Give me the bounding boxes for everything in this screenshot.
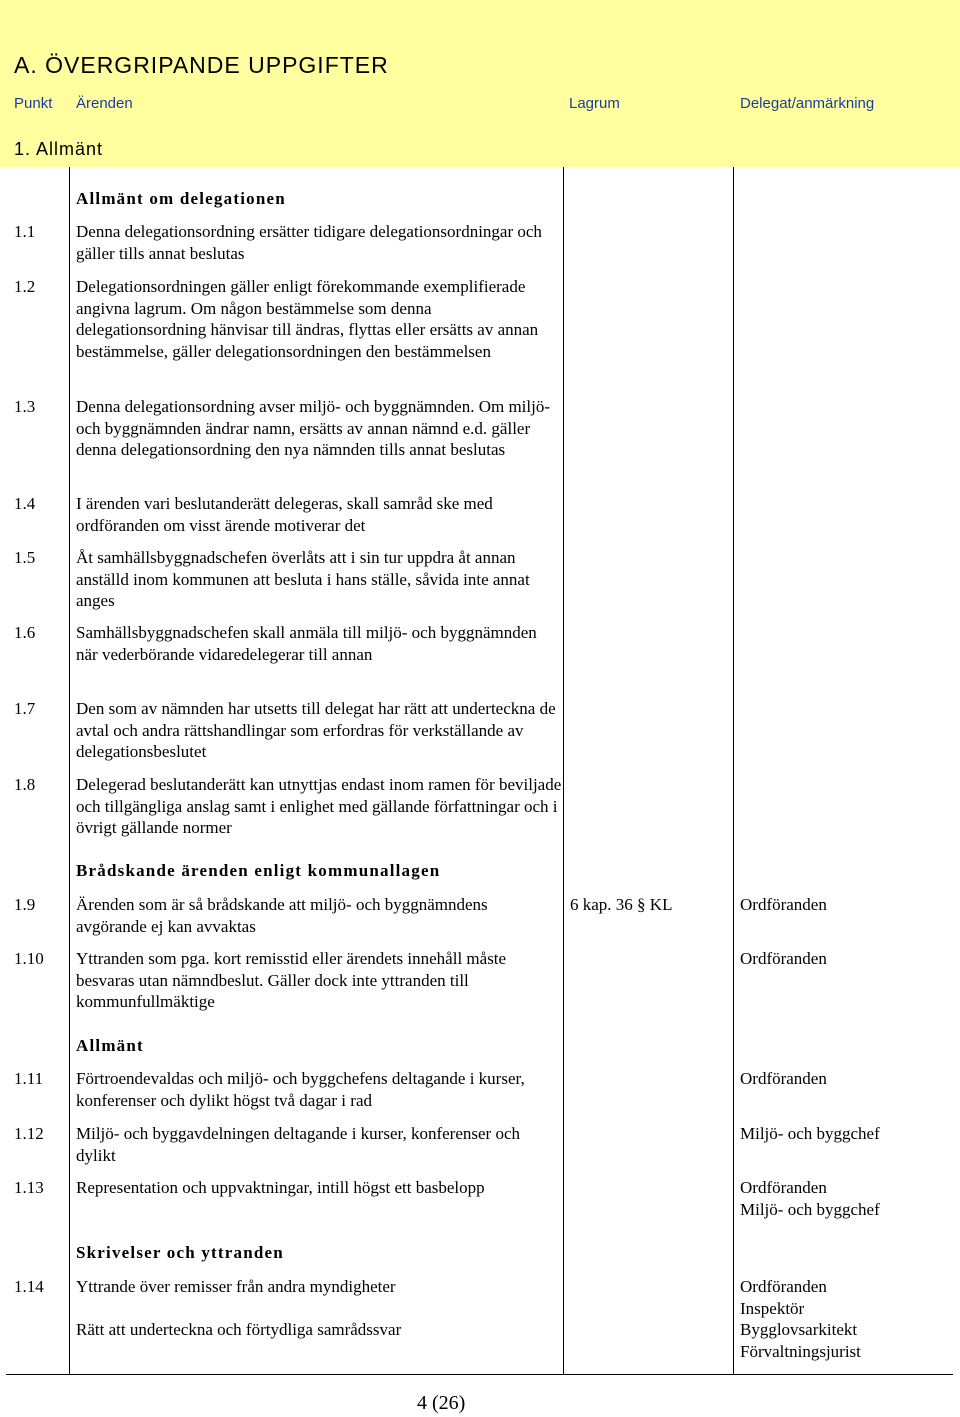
row-text: Yttrande över remisser från andra myndigheter Rätt att underteckna och förtydliga samrådssvar [76,1277,402,1339]
row-number: 1.10 [14,949,44,968]
column-divider [563,167,564,1374]
row-delegat: Ordföranden Miljö- och byggchef [740,1178,880,1219]
row-delegat: Miljö- och byggchef [740,1124,880,1143]
row-text: Samhällsbyggnadschefen skall anmäla till miljö- och byggnämnden när vederbörande vidaredelegerar till annan [76,623,537,664]
row-text: Miljö- och byggavdelningen deltagande i kurser, konferenser och dylikt [76,1124,521,1165]
row-number: 1.8 [14,775,36,794]
row-text: Yttranden som pga. kort remisstid eller ärendets innehåll måste besvaras utan nämndbeslut. Gäller dock inte yttranden till kommunfullmäktige [76,949,507,1011]
column-header-punkt: Punkt [14,95,53,112]
row-text: Ärenden som är så brådskande att miljö- och byggnämndens avgörande ej kan avvaktas [76,895,488,936]
row-delegat: Ordföranden [740,1069,827,1088]
row-text: Den som av nämnden har utsetts till delegat har rätt att underteckna de avtal och andra rättshandlingar som erfordras för verkställande av delegationsbeslutet [76,699,556,761]
row-number: 1.12 [14,1124,44,1143]
row-text: Åt samhällsbyggnadschefen överlåts att i sin tur uppdra åt annan anställd inom kommunen att besluta i hans ställe, såvida inte annat anges [76,548,530,610]
row-text: Delegationsordningen gäller enligt förekommande exemplifierade angivna lagrum. Om någon bestämmelse som denna delegationsordning hänvisar till ändras, flyttas eller ersätts av annan bestämmelse, gäller delegationsordningen den bestämmelsen [76,277,539,361]
row-number: 1.5 [14,548,36,567]
column-divider [69,167,70,1374]
row-text: I ärenden vari beslutanderätt delegeras, skall samråd ske med ordföranden om visst ärende motiverar det [76,494,493,535]
page-title: A. ÖVERGRIPANDE UPPGIFTER [14,52,389,78]
subheading: Allmänt om delegationen [76,189,286,208]
row-number: 1.7 [14,699,36,718]
header-band [0,0,960,167]
row-number: 1.9 [14,895,36,914]
subheading: Allmänt [76,1036,144,1055]
row-delegat: Ordföranden [740,949,827,968]
row-text: Förtroendevaldas och miljö- och byggchefens deltagande i kurser, konferenser och dylikt högst två dagar i rad [76,1069,525,1110]
column-header-delegat: Delegat/anmärkning [740,95,875,112]
row-text: Denna delegationsordning avser miljö- och byggnämnden. Om miljö- och byggnämnden ändrar namn, ersätts av annan nämnd e.d. gäller denna delegationsordning den nya nämnden tills annat beslutas [76,397,551,459]
column-divider [733,167,734,1374]
subheading: Skrivelser och yttranden [76,1243,284,1262]
column-header-arenden: Ärenden [76,95,133,112]
column-header-lagrum: Lagrum [569,95,620,112]
row-number: 1.1 [14,222,36,241]
row-number: 1.3 [14,397,36,416]
section-heading: 1. Allmänt [14,139,104,159]
row-number: 1.2 [14,277,36,296]
row-number: 1.11 [14,1069,44,1088]
row-number: 1.14 [14,1277,44,1296]
row-text: Denna delegationsordning ersätter tidigare delegationsordningar och gäller tills annat beslutas [76,222,542,263]
page-number: 4 (26) [417,1392,466,1414]
row-number: 1.13 [14,1178,44,1197]
subheading: Brådskande ärenden enligt kommunallagen [76,861,441,880]
row-lagrum: 6 kap. 36 § KL [570,895,673,914]
row-delegat: Ordföranden [740,895,827,914]
row-number: 1.4 [14,494,36,513]
row-delegat: Ordföranden Inspektör Bygglovsarkitekt Förvaltningsjurist [740,1277,861,1361]
row-text: Delegerad beslutanderätt kan utnyttjas endast inom ramen för beviljade och tillgängliga anslag samt i enlighet med gällande författningar och i övrigt gällande normer [76,775,562,837]
row-text: Representation och uppvaktningar, intill högst ett basbelopp [76,1178,485,1197]
row-number: 1.6 [14,623,36,642]
table-bottom-rule [6,1374,953,1375]
